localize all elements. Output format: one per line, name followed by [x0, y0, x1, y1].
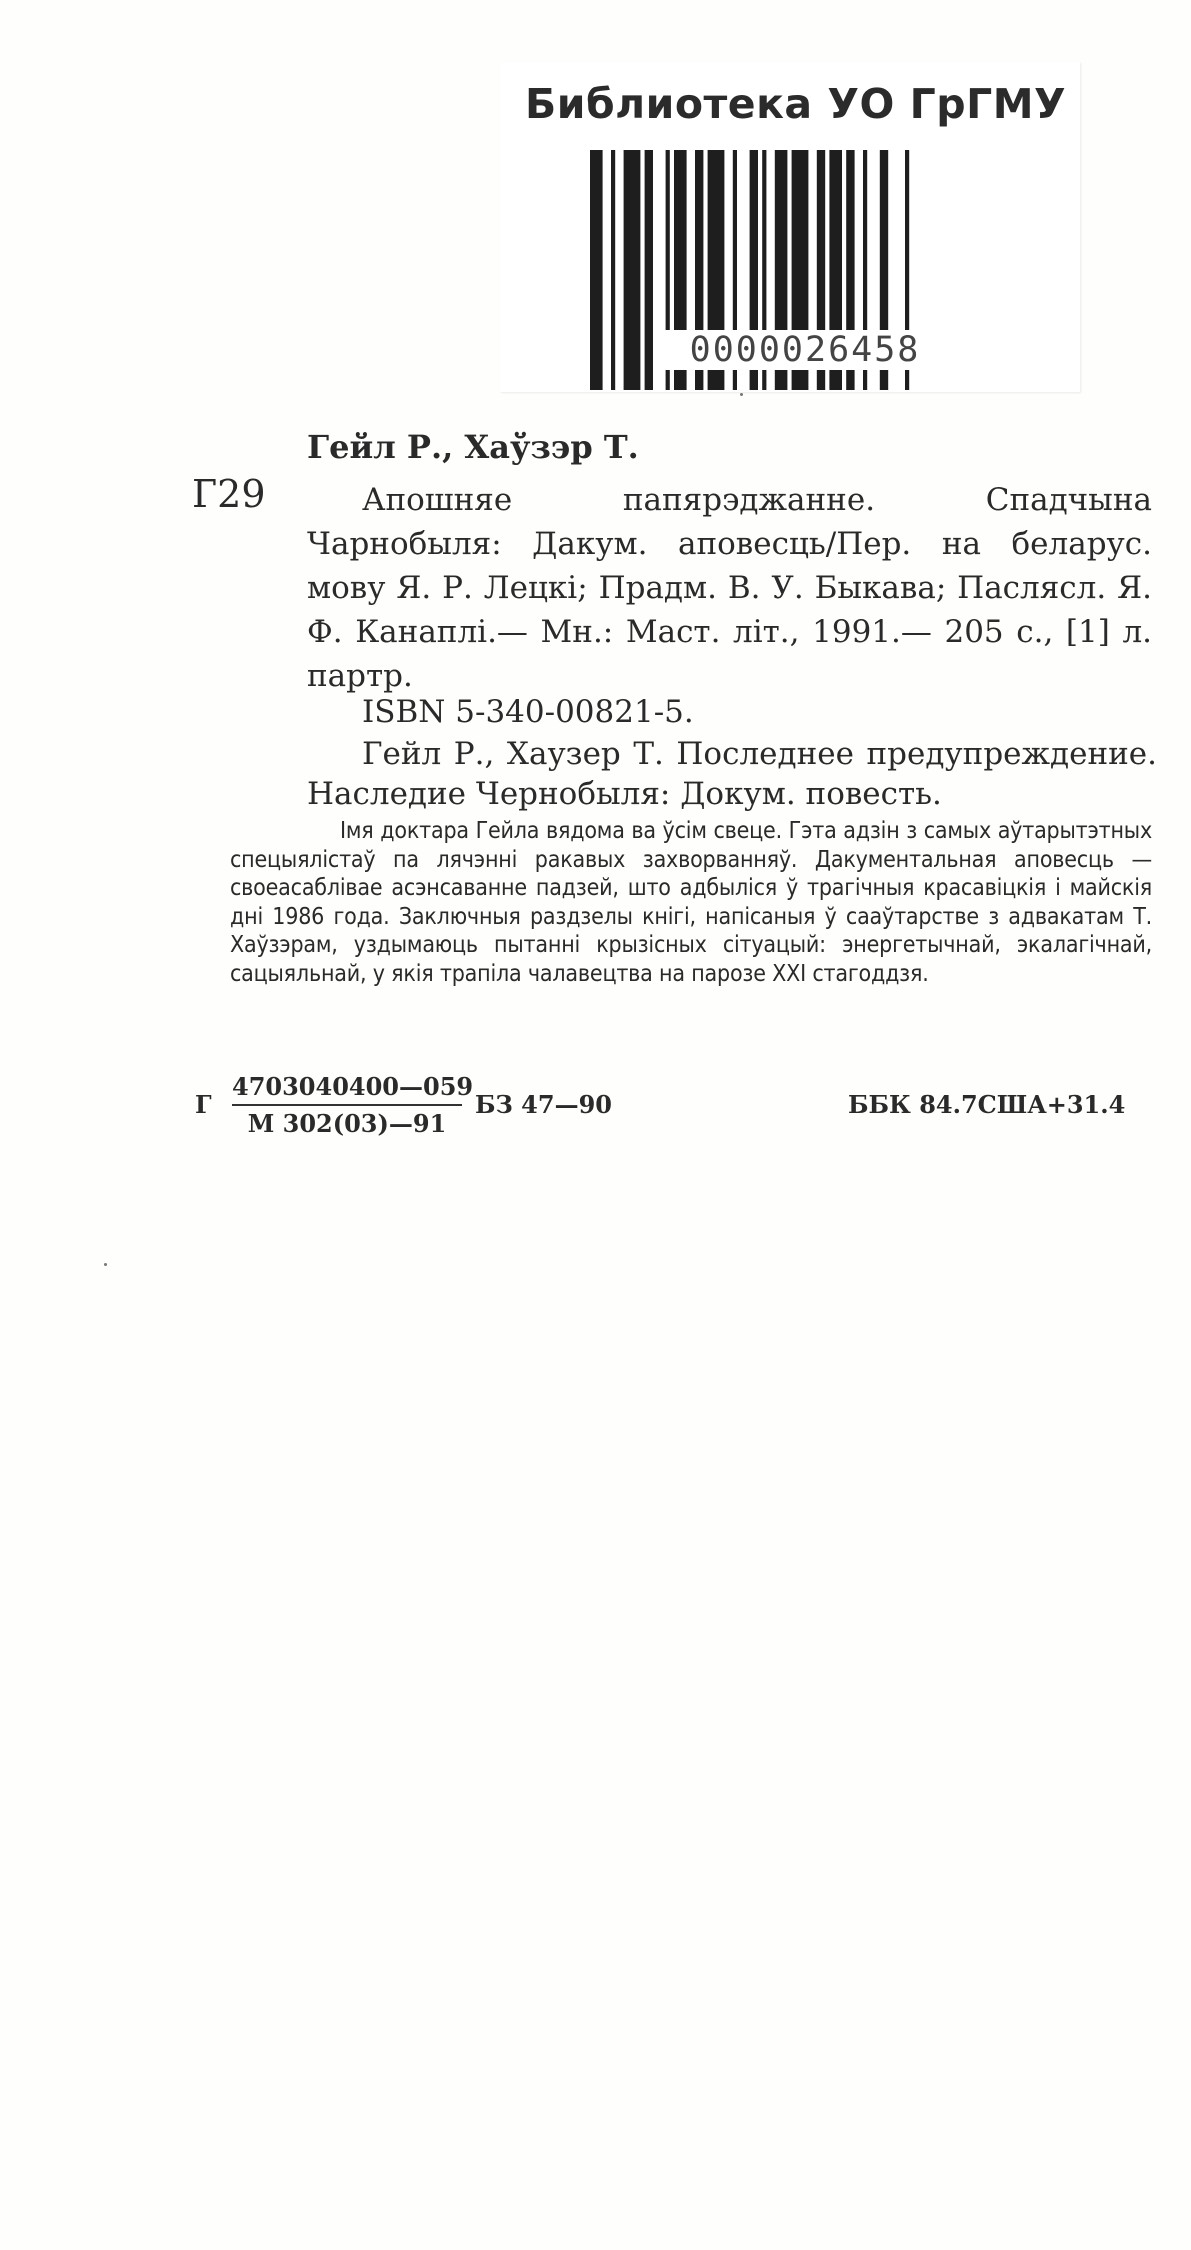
- catalog-prefix: Г: [195, 1090, 212, 1119]
- bz-code: БЗ 47—90: [475, 1090, 612, 1119]
- barcode-bar: [590, 150, 603, 390]
- catalog-denominator: М 302(03)—91: [247, 1109, 447, 1138]
- call-number: Г29: [192, 472, 266, 516]
- russian-parallel-title: Гейл Р., Хаузер Т. Последнее предупреждение. Наследие Чернобыля: Докум. повесть.: [307, 736, 1157, 812]
- barcode-bar: [611, 150, 615, 390]
- library-barcode-label: [500, 62, 1080, 392]
- catalog-fraction: [232, 1072, 474, 1138]
- library-name: Библиотека УО ГрГМУ: [525, 80, 1067, 128]
- isbn: ISBN 5-340-00821-5.: [362, 694, 694, 730]
- bibliographic-description: Апошняе папярэджанне. Спадчына Чарнобыля: Дакум. аповесць/Пер. на беларус. мову Я. Р. Лецкі; Прадм. В. У. Быкава; Пасляcл. Я. Ф. Канаплі.— Мн.: Маст. літ., 1991.— 205 с., [1] л. партр.: [307, 482, 1152, 694]
- record-authors: Гейл Р., Хаўзэр Т.: [307, 428, 639, 466]
- catalog-numerator: 4703040400—059: [232, 1072, 462, 1106]
- barcode-bar: [645, 150, 653, 390]
- bbk-code: ББК 84.7США+31.4: [848, 1090, 1126, 1119]
- speck: [104, 1263, 107, 1266]
- barcode-number: 0000026458: [660, 330, 950, 370]
- barcode-bar: [624, 150, 641, 390]
- annotation: Імя доктара Гейла вядома ва ўсім свеце. Гэта адзін з самых аўтарытэтных спецыялістаў па лячэнні ракавых захворванняў. Дакументальная аповесць — своеасаблівае асэнсаванне падзей, што адбыліся ў трагічныя красавіцкія і майскія дні 1986 года. Заключныя раздзелы кнігі, напісаныя ў сааўтарстве з адвакатам Т. Хаўзэрам, уздымаюць пытанні крызісных сітуацый: энергетычнай, экалагічнай, сацыяльнай, у якія трапіла чалавецтва на парозе XXI стагоддзя.: [230, 818, 1152, 987]
- speck: [740, 393, 743, 396]
